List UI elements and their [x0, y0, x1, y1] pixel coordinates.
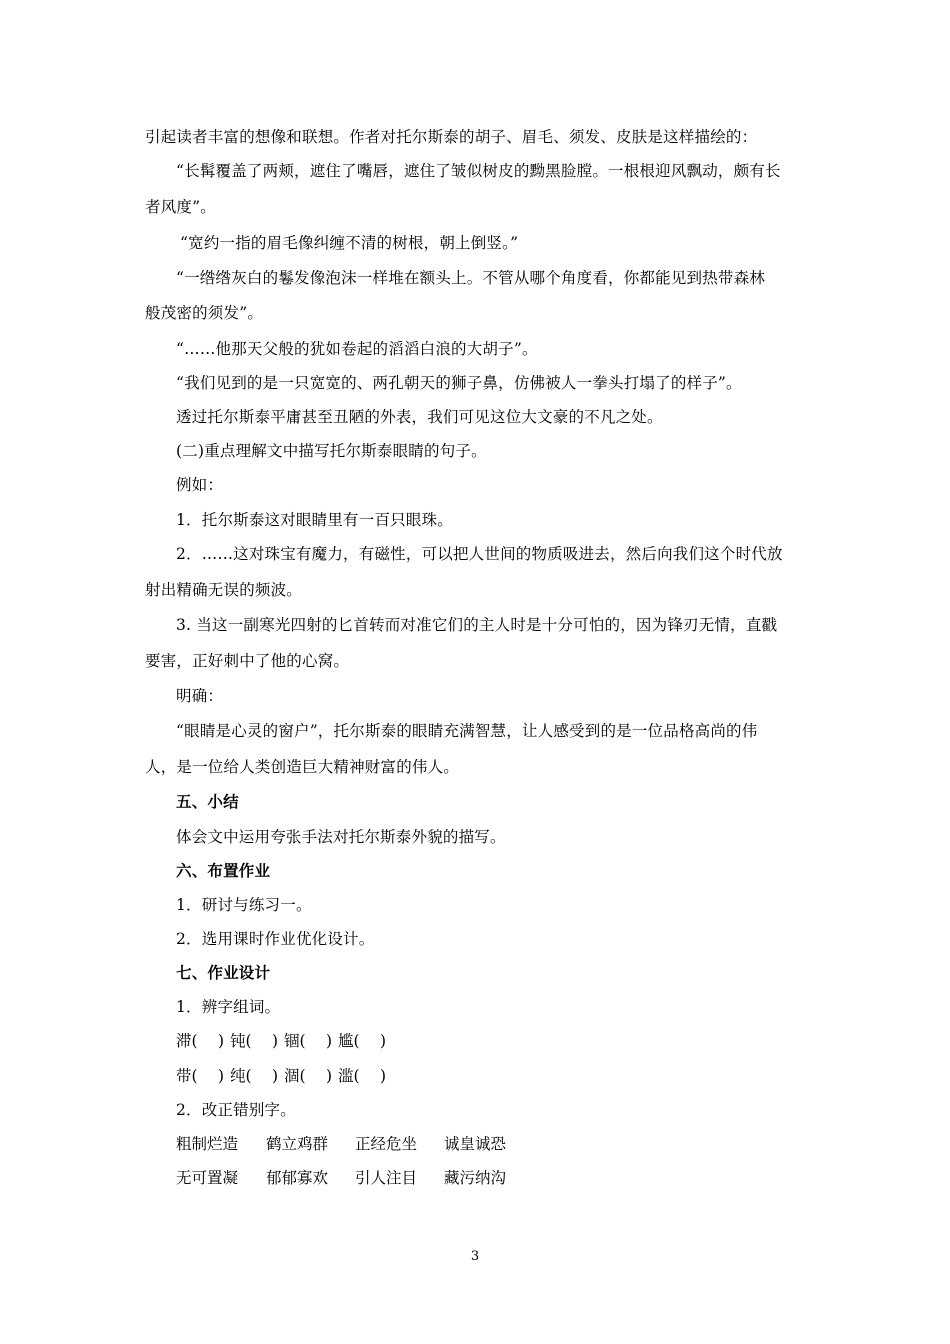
page-number: 3 [470, 1249, 480, 1264]
exercise2-cell: 藏污纳沟 [444, 1169, 507, 1187]
quote-beard-line2: 者风度”。 [145, 198, 216, 216]
quote-beard-line1: “长髯覆盖了两颊，遮住了嘴唇，遮住了皱似树皮的黝黑脸膛。一根根迎风飘动，颇有长 [176, 162, 781, 180]
exercise2-cell: 正经危坐 [355, 1135, 418, 1153]
exercise1-cell: 带( ) [176, 1067, 225, 1085]
exercise1-cell: 尴( ) [338, 1032, 387, 1050]
paragraph-clarify-line2: 人，是一位给人类创造巨大精神财富的伟人。 [145, 758, 460, 776]
exercise2-row-1 [176, 1134, 533, 1154]
homework-item-2: 2．选用课时作业优化设计。 [176, 930, 375, 948]
quote-nose: “我们见到的是一只宽宽的、两孔朝天的狮子鼻，仿佛被人一拳头打塌了的样子”。 [176, 374, 742, 392]
exercise2-cell: 郁郁寡欢 [266, 1169, 329, 1187]
exercise1-cell: 滞( ) [176, 1032, 225, 1050]
design-item-1: 1．辨字组词。 [176, 998, 281, 1016]
section-summary-body: 体会文中运用夸张手法对托尔斯泰外貌的描写。 [176, 828, 506, 846]
exercise2-cell: 引人注目 [355, 1169, 418, 1187]
exercise1-cell: 滥( ) [338, 1067, 387, 1085]
example-2-line1: 2．……这对珠宝有魔力，有磁性，可以把人世间的物质吸进去，然后向我们这个时代放 [176, 545, 783, 563]
paragraph-intro: 引起读者丰富的想像和联想。作者对托尔斯泰的胡子、眉毛、须发、皮肤是这样描绘的： [145, 128, 758, 146]
exercise2-cell: 诚皇诚恐 [444, 1135, 507, 1153]
design-item-2: 2．改正错别字。 [176, 1101, 296, 1119]
example-3-line2: 要害，正好刺中了他的心窝。 [145, 652, 350, 670]
exercise1-cell: 钝( ) [230, 1032, 279, 1050]
exercise1-cell: 涸( ) [284, 1067, 333, 1085]
example-1: 1．托尔斯泰这对眼睛里有一百只眼珠。 [176, 511, 453, 529]
exercise2-cell: 无可置凝 [176, 1169, 239, 1187]
example-2-line2: 射出精确无误的频波。 [145, 581, 303, 599]
exercise1-cell: 纯( ) [230, 1067, 279, 1085]
paragraph-appearance: 透过托尔斯泰平庸甚至丑陋的外表，我们可见这位大文豪的不凡之处。 [176, 408, 663, 426]
exercise1-cell: 锢( ) [284, 1032, 333, 1050]
exercise2-cell: 粗制烂造 [176, 1135, 239, 1153]
quote-hair-line2: 般茂密的须发”。 [145, 304, 264, 322]
quote-eyebrows: “宽约一指的眉毛像纠缠不清的树根，朝上倒竖。” [180, 234, 519, 252]
homework-item-1: 1．研讨与练习一。 [176, 896, 312, 914]
paragraph-clarify-label: 明确： [176, 687, 224, 705]
exercise1-row-1 [176, 1031, 392, 1051]
section-heading-design: 七、作业设计 [176, 963, 271, 982]
exercise2-row-2 [176, 1168, 533, 1188]
section-heading-summary: 五、小结 [176, 792, 239, 811]
quote-hair-line1: “一绺绺灰白的鬈发像泡沫一样堆在额头上。不管从哪个角度看，你都能见到热带森林 [176, 269, 766, 287]
paragraph-clarify-line1: “眼睛是心灵的窗户”，托尔斯泰的眼睛充满智慧，让人感受到的是一位品格高尚的伟 [176, 722, 758, 740]
example-3-line1: 3. 当这一副寒光四射的匕首转而对准它们的主人时是十分可怕的，因为锋刃无情，直戳 [176, 616, 778, 634]
section-heading-homework: 六、布置作业 [176, 861, 271, 880]
quote-big-beard: “……他那天父般的犹如卷起的滔滔白浪的大胡子”。 [176, 340, 538, 358]
paragraph-example-label: 例如： [176, 476, 224, 494]
exercise2-cell: 鹤立鸡群 [266, 1135, 329, 1153]
exercise1-row-2 [176, 1066, 392, 1086]
paragraph-eyes-heading: (二)重点理解文中描写托尔斯泰眼睛的句子。 [176, 442, 487, 460]
